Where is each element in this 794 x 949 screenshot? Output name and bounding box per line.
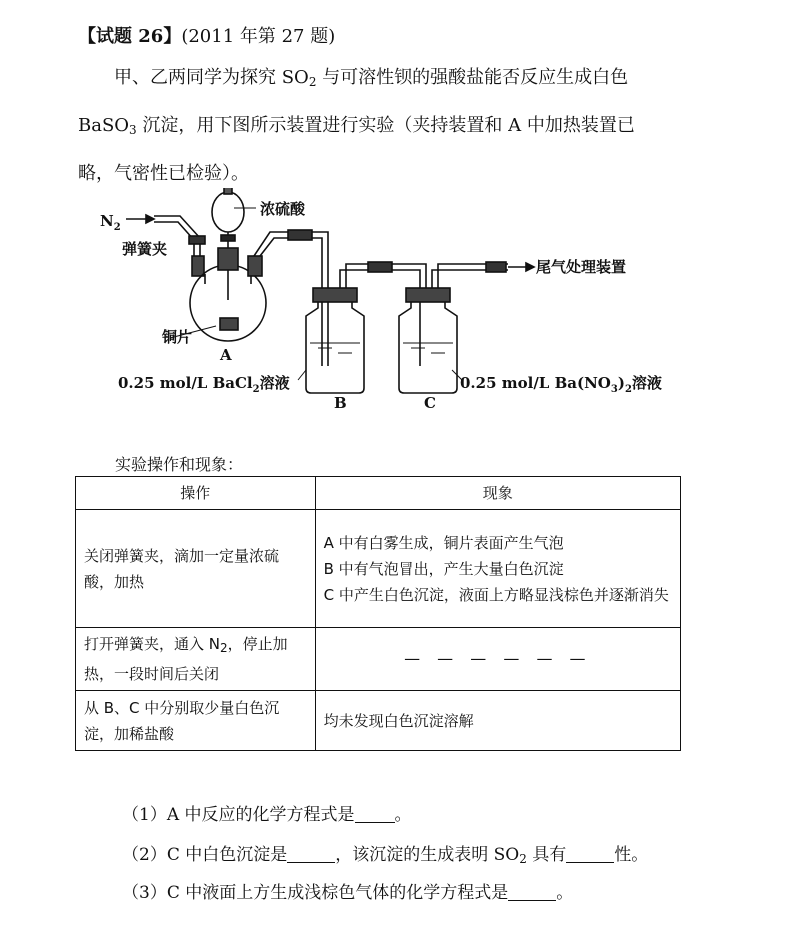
q1-text: （1）A 中反应的化学方程式是 [122, 805, 355, 825]
intro-paragraph [78, 56, 718, 196]
q1-end: 。 [394, 805, 412, 825]
intro-line2-b: 沉淀，用下图所示装置进行实验（夹持装置和 A 中加热装置已 [136, 115, 635, 136]
bottle-c-label: C [424, 394, 436, 412]
q2-answer-blank-2[interactable] [566, 844, 614, 863]
phenomenon-line: A 中有白雾生成，铜片表面产生气泡 [323, 533, 564, 552]
bottle-b-label: B [334, 394, 347, 412]
phenomenon-cell: 均未发现白色沉淀溶解 [315, 691, 680, 751]
table-row [76, 628, 681, 691]
q2-text-c: 具有 [526, 845, 567, 865]
q3-answer-blank[interactable] [508, 882, 556, 901]
tail-gas-label: 尾气处理装置 [536, 258, 627, 276]
table-row [76, 691, 681, 751]
bano3-label: 0.25 mol/L $Ba(NO_3)_2$溶液 [460, 374, 662, 395]
operation-text-b: ，停止加热，一段时间后关闭 [84, 635, 288, 683]
operation-cell [76, 628, 316, 691]
question-header [78, 22, 335, 48]
phenomenon-cell [315, 510, 680, 628]
q2-text-a: （2）C 中白色沉淀是 [122, 845, 288, 865]
question-2 [122, 840, 648, 866]
operation-text-a: 打开弹簧夹，通入 N [84, 635, 220, 653]
table-caption: 实验操作和现象： [115, 455, 244, 474]
intro-line3: 略，气密性已检验）。 [78, 163, 249, 184]
question-source: (2011 年第 27 题) [181, 26, 336, 47]
intro-line1-b: 与可溶性钡的强酸盐能否反应生成白色 [316, 67, 629, 88]
bacl2-label: 0.25 mol/L BaCl$_2$溶液 [118, 374, 290, 395]
intro-line2-sub: 3 [129, 123, 137, 137]
operation-cell: 关闭弹簧夹，滴加一定量浓硫酸，加热 [76, 510, 316, 628]
clamp-label: 弹簧夹 [122, 240, 168, 258]
copper-label: 铜片 [162, 328, 193, 346]
table-header-row [76, 477, 681, 510]
table-row [76, 510, 681, 628]
q2-answer-blank-1[interactable] [287, 844, 335, 863]
experiment-table [75, 476, 681, 751]
header-phenomenon: 现象 [315, 477, 680, 510]
question-3 [122, 878, 573, 903]
q2-text-b: ，该沉淀的生成表明 SO [335, 845, 520, 865]
q1-answer-blank[interactable] [355, 804, 395, 823]
question-1 [122, 800, 412, 825]
phenomenon-cell: — — — — — — [315, 628, 680, 691]
question-number: 【试题 26】 [78, 26, 182, 47]
q2-text-d: 性。 [614, 845, 649, 865]
intro-line1-sub: 2 [308, 75, 317, 89]
header-operation: 操作 [76, 477, 316, 510]
intro-line2-a: BaSO [78, 115, 130, 136]
phenomenon-line: C 中产生白色沉淀，液面上方略显浅棕色并逐渐消失 [323, 585, 669, 604]
apparatus-diagram [88, 188, 688, 423]
intro-line1-a: 甲、乙两同学为探究 SO [114, 67, 309, 88]
operation-cell: 从 B、C 中分别取少量白色沉淀，加稀盐酸 [76, 691, 316, 751]
flask-a-label: A [220, 346, 232, 364]
n2-label: $N_2$ [100, 212, 121, 233]
q2-sub: 2 [519, 852, 527, 866]
operation-sub: 2 [220, 641, 228, 655]
q3-text: （3）C 中液面上方生成浅棕色气体的化学方程式是 [122, 883, 509, 903]
acid-label: 浓硫酸 [260, 200, 306, 218]
q3-end: 。 [556, 883, 574, 903]
phenomenon-line: B 中有气泡冒出，产生大量白色沉淀 [323, 559, 564, 578]
